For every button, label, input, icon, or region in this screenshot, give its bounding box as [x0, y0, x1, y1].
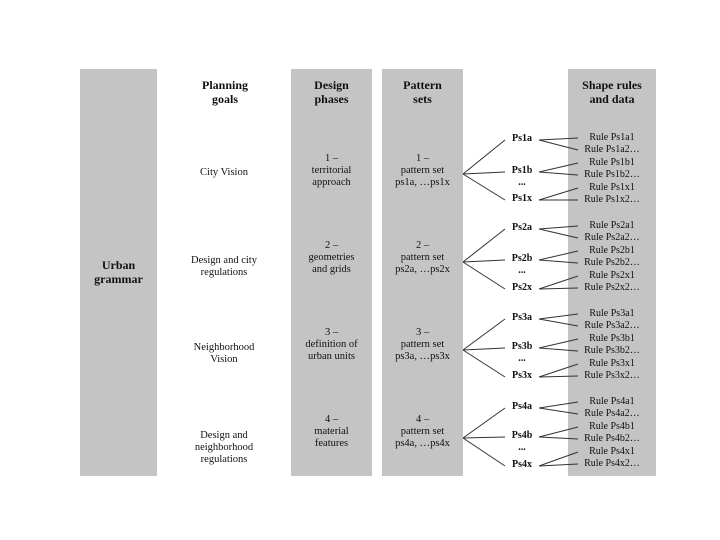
rule-ps2x2: Rule Ps2x2…	[584, 282, 640, 293]
rule-ps4b1: Rule Ps4b1	[589, 421, 635, 432]
rule-ps1a1: Rule Ps1a1	[589, 132, 635, 143]
fan-line-1-2	[463, 172, 505, 174]
rule-ps2b1: Rule Ps2b1	[589, 245, 635, 256]
pattern-set-2: 2 – pattern set ps2a, …ps2x	[395, 240, 450, 275]
design-phases-header: Design phases	[314, 78, 349, 106]
rule-ps1x2: Rule Ps1x2…	[584, 194, 640, 205]
rule-connector-2-3-2	[539, 288, 578, 289]
rule-connector-3-1-2	[539, 319, 578, 326]
fan-line-4-3	[463, 438, 505, 466]
fan-line-3-2	[463, 348, 505, 350]
rule-connector-1-1-1	[539, 138, 578, 140]
rule-ps1a2: Rule Ps1a2…	[584, 144, 640, 155]
fan-line-2-1	[463, 229, 505, 262]
rule-connector-1-2-2	[539, 172, 578, 175]
rule-connector-4-2-1	[539, 427, 578, 437]
rule-connector-3-3-1	[539, 364, 578, 377]
design-phase-3: 3 – definition of urban units	[305, 327, 358, 362]
rule-connector-2-1-1	[539, 226, 578, 229]
ps1a-label: Ps1a	[512, 133, 532, 144]
ps1b-label: Ps1b	[511, 165, 533, 176]
pattern-set-1: 1 – pattern set ps1a, …ps1x	[395, 153, 450, 188]
rule-ps2b2: Rule Ps2b2…	[584, 257, 640, 268]
rule-connector-1-2-1	[539, 163, 578, 172]
planning-goal-4: Design and neighborhood regulations	[194, 430, 254, 465]
ps4b-label: Ps4b	[511, 430, 533, 441]
ps2x-label: Ps2x	[512, 282, 532, 293]
pattern-set-3: 3 – pattern set ps3a, …ps3x	[395, 327, 450, 362]
urban-grammar-label: Urban grammar	[94, 258, 143, 286]
fan-line-1-3	[463, 174, 505, 200]
rule-connector-4-1-2	[539, 408, 578, 414]
rule-ps1x1: Rule Ps1x1	[589, 182, 635, 193]
pattern-set-4: 4 – pattern set ps4a, …ps4x	[395, 414, 450, 449]
rule-ps4b2: Rule Ps4b2…	[584, 433, 640, 444]
ps2-ellipsis: ...	[518, 265, 526, 276]
rule-ps4a2: Rule Ps4a2…	[584, 408, 640, 419]
rule-connector-2-2-2	[539, 260, 578, 263]
ps4a-label: Ps4a	[512, 401, 532, 412]
fan-line-2-3	[463, 262, 505, 289]
planning-goal-1: City Vision	[200, 167, 248, 178]
rule-connector-2-2-1	[539, 251, 578, 260]
fan-line-4-2	[463, 437, 505, 438]
ps3b-label: Ps3b	[511, 341, 533, 352]
fan-line-1-1	[463, 140, 505, 174]
planning-goals-header: Planning goals	[201, 78, 249, 106]
fan-line-3-1	[463, 319, 505, 350]
ps4-ellipsis: ...	[518, 442, 526, 453]
design-phase-2: 2 – geometries and grids	[308, 240, 355, 275]
ps2b-label: Ps2b	[511, 253, 533, 264]
rule-ps1b1: Rule Ps1b1	[589, 157, 635, 168]
rule-connector-3-2-2	[539, 348, 578, 351]
rule-ps2a2: Rule Ps2a2…	[584, 232, 640, 243]
fan-line-2-2	[463, 260, 505, 262]
rule-ps1b2: Rule Ps1b2…	[584, 169, 640, 180]
rule-ps4x2: Rule Ps4x2…	[584, 458, 640, 469]
rule-ps3x2: Rule Ps3x2…	[584, 370, 640, 381]
rule-ps2x1: Rule Ps2x1	[589, 270, 635, 281]
rule-connector-3-3-2	[539, 376, 578, 377]
rule-connector-3-2-1	[539, 339, 578, 348]
planning-goal-3: Neighborhood Vision	[193, 342, 255, 365]
design-phase-1: 1 – territorial approach	[311, 153, 352, 188]
rule-connector-4-1-1	[539, 402, 578, 408]
rule-ps3a1: Rule Ps3a1	[589, 308, 635, 319]
rule-ps3a2: Rule Ps3a2…	[584, 320, 640, 331]
ps3-ellipsis: ...	[518, 353, 526, 364]
ps1-ellipsis: ...	[518, 177, 526, 188]
rule-connector-2-3-1	[539, 276, 578, 289]
ps2a-label: Ps2a	[512, 222, 532, 233]
rule-ps4x1: Rule Ps4x1	[589, 446, 635, 457]
ps4x-label: Ps4x	[512, 459, 532, 470]
pattern-sets-header: Pattern sets	[403, 78, 442, 106]
rule-ps3x1: Rule Ps3x1	[589, 358, 635, 369]
rule-ps4a1: Rule Ps4a1	[589, 396, 635, 407]
rule-connector-4-2-2	[539, 437, 578, 439]
rule-connector-2-1-2	[539, 229, 578, 238]
rule-ps3b2: Rule Ps3b2…	[584, 345, 640, 356]
rule-ps2a1: Rule Ps2a1	[589, 220, 635, 231]
ps3x-label: Ps3x	[512, 370, 532, 381]
rule-connector-1-3-1	[539, 188, 578, 200]
rule-connector-1-1-2	[539, 140, 578, 150]
shape-rules-header: Shape rules and data	[582, 78, 642, 106]
ps3a-label: Ps3a	[512, 312, 532, 323]
planning-goal-2: Design and city regulations	[191, 255, 257, 278]
rule-ps3b1: Rule Ps3b1	[589, 333, 635, 344]
fan-line-4-1	[463, 408, 505, 438]
rule-connector-3-1-1	[539, 314, 578, 319]
ps1x-label: Ps1x	[512, 193, 532, 204]
design-phase-4: 4 – material features	[314, 414, 349, 449]
fan-line-3-3	[463, 350, 505, 377]
